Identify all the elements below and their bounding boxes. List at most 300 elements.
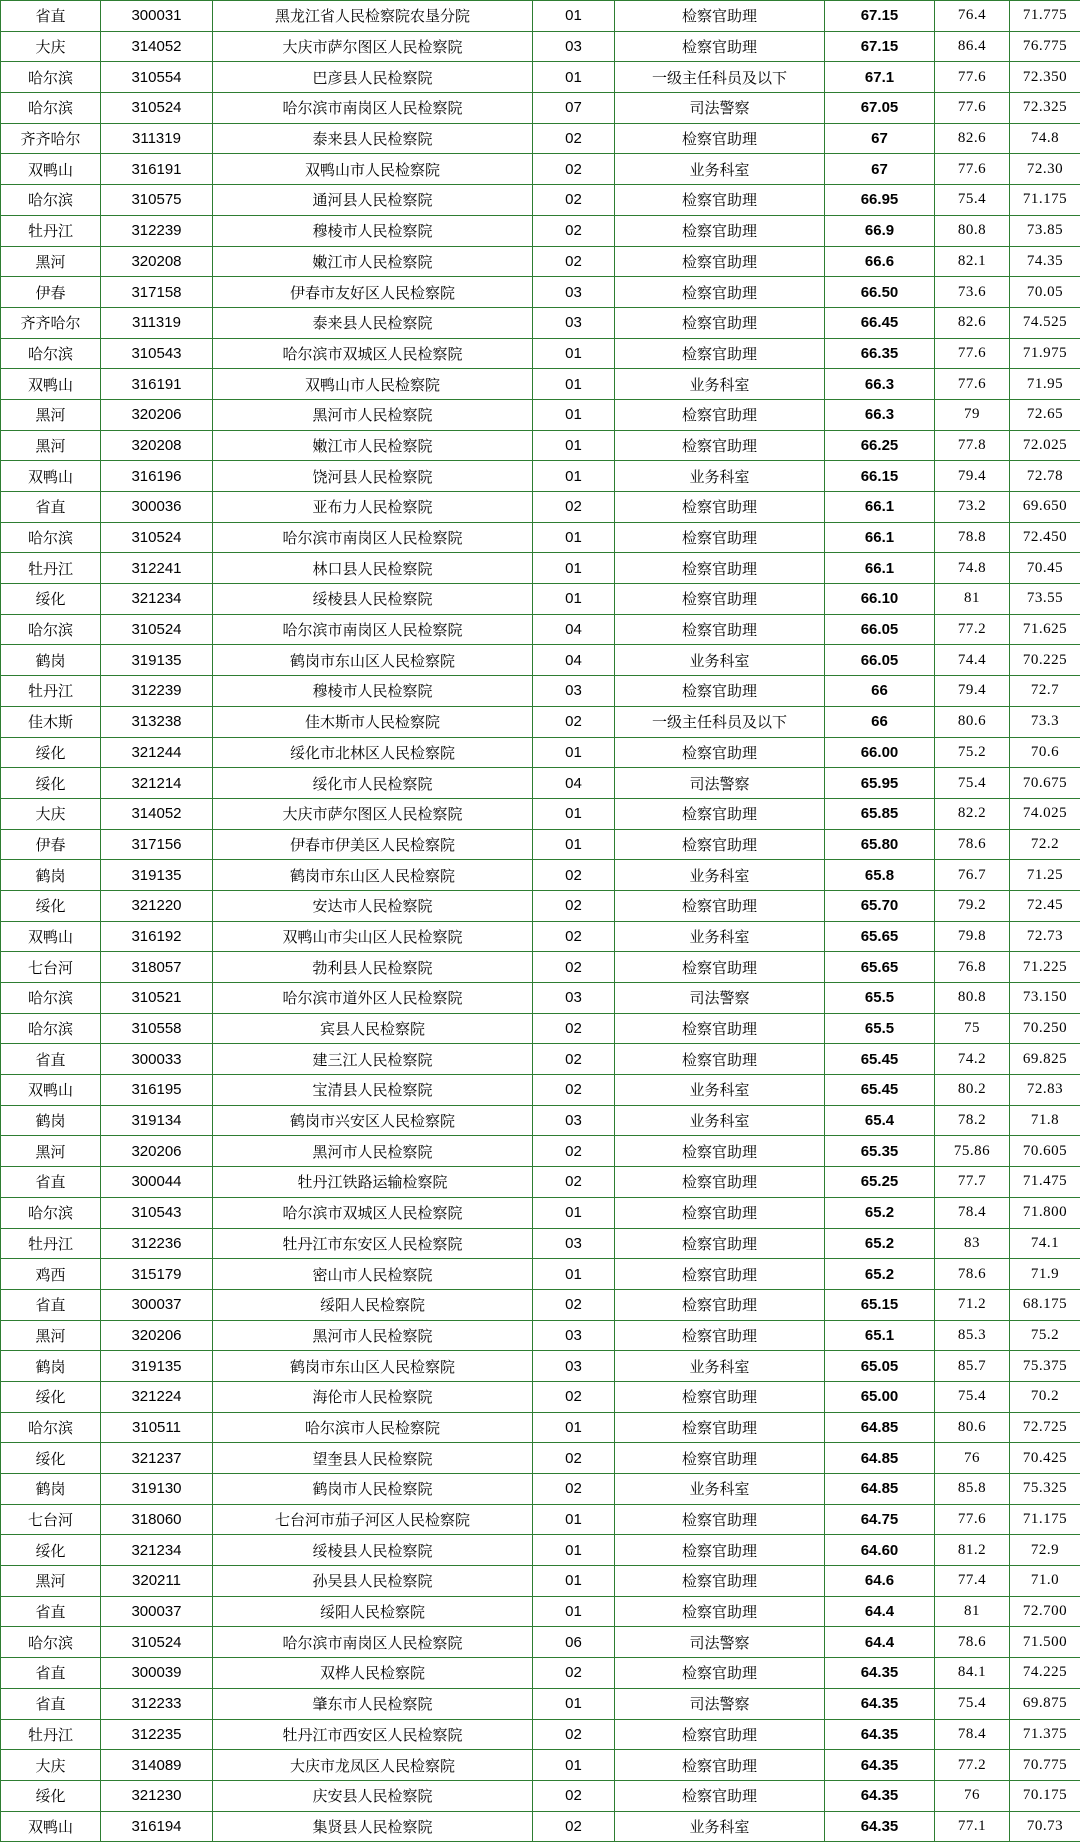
cell-unit: 勃利县人民检察院	[213, 952, 533, 983]
cell-interview-score: 78.6	[935, 1627, 1010, 1658]
cell-post-no: 01	[533, 737, 615, 768]
cell-job-type: 司法警察	[615, 1688, 825, 1719]
cell-region: 双鸭山	[1, 461, 101, 492]
cell-post-no: 04	[533, 614, 615, 645]
cell-position-code: 314052	[101, 31, 213, 62]
cell-written-score: 67.1	[825, 62, 935, 93]
cell-job-type: 检察官助理	[615, 584, 825, 615]
cell-unit: 鹤岗市人民检察院	[213, 1474, 533, 1505]
cell-interview-score: 77.6	[935, 369, 1010, 400]
cell-interview-score: 71.2	[935, 1289, 1010, 1320]
cell-total-score: 75.375	[1010, 1351, 1080, 1382]
cell-post-no: 02	[533, 1381, 615, 1412]
table-row	[1, 93, 1080, 124]
cell-total-score: 71.500	[1010, 1627, 1080, 1658]
cell-region: 牡丹江	[1, 553, 101, 584]
table-row	[1, 185, 1080, 216]
cell-written-score: 64.6	[825, 1566, 935, 1597]
cell-post-no: 02	[533, 123, 615, 154]
cell-region: 大庆	[1, 798, 101, 829]
table-row	[1, 676, 1080, 707]
cell-interview-score: 78.6	[935, 829, 1010, 860]
table-row	[1, 1535, 1080, 1566]
cell-position-code: 312233	[101, 1688, 213, 1719]
cell-unit: 建三江人民检察院	[213, 1044, 533, 1075]
cell-post-no: 01	[533, 1412, 615, 1443]
cell-total-score: 69.875	[1010, 1688, 1080, 1719]
cell-total-score: 70.605	[1010, 1136, 1080, 1167]
table-row	[1, 246, 1080, 277]
cell-position-code: 312241	[101, 553, 213, 584]
cell-interview-score: 79.4	[935, 461, 1010, 492]
cell-region: 绥化	[1, 1381, 101, 1412]
cell-unit: 绥化市北林区人民检察院	[213, 737, 533, 768]
cell-position-code: 300044	[101, 1167, 213, 1198]
cell-total-score: 71.0	[1010, 1566, 1080, 1597]
cell-position-code: 318057	[101, 952, 213, 983]
cell-interview-score: 85.3	[935, 1320, 1010, 1351]
cell-written-score: 65.85	[825, 798, 935, 829]
cell-unit: 哈尔滨市南岗区人民检察院	[213, 522, 533, 553]
table-row	[1, 1075, 1080, 1106]
cell-interview-score: 83	[935, 1228, 1010, 1259]
cell-total-score: 74.35	[1010, 246, 1080, 277]
cell-position-code: 300033	[101, 1044, 213, 1075]
cell-post-no: 02	[533, 1289, 615, 1320]
cell-region: 鹤岗	[1, 860, 101, 891]
cell-interview-score: 75.86	[935, 1136, 1010, 1167]
cell-unit: 泰来县人民检察院	[213, 307, 533, 338]
table-row	[1, 215, 1080, 246]
table-row	[1, 1381, 1080, 1412]
cell-interview-score: 77.6	[935, 338, 1010, 369]
cell-job-type: 司法警察	[615, 93, 825, 124]
cell-written-score: 67.05	[825, 93, 935, 124]
cell-written-score: 66.1	[825, 553, 935, 584]
table-row	[1, 1167, 1080, 1198]
cell-total-score: 74.8	[1010, 123, 1080, 154]
cell-total-score: 70.225	[1010, 645, 1080, 676]
cell-job-type: 业务科室	[615, 461, 825, 492]
table-row	[1, 1750, 1080, 1781]
cell-interview-score: 86.4	[935, 31, 1010, 62]
cell-written-score: 66.00	[825, 737, 935, 768]
cell-unit: 绥化市人民检察院	[213, 768, 533, 799]
cell-post-no: 02	[533, 154, 615, 185]
cell-written-score: 65.70	[825, 890, 935, 921]
cell-total-score: 71.225	[1010, 952, 1080, 983]
cell-region: 牡丹江	[1, 215, 101, 246]
cell-written-score: 66.45	[825, 307, 935, 338]
cell-region: 绥化	[1, 737, 101, 768]
cell-total-score: 76.775	[1010, 31, 1080, 62]
cell-post-no: 01	[533, 522, 615, 553]
cell-unit: 哈尔滨市南岗区人民检察院	[213, 1627, 533, 1658]
cell-written-score: 65.2	[825, 1259, 935, 1290]
cell-post-no: 02	[533, 1443, 615, 1474]
table-row	[1, 737, 1080, 768]
cell-region: 绥化	[1, 1535, 101, 1566]
cell-position-code: 315179	[101, 1259, 213, 1290]
cell-written-score: 65.05	[825, 1351, 935, 1382]
cell-job-type: 检察官助理	[615, 829, 825, 860]
cell-interview-score: 82.6	[935, 123, 1010, 154]
cell-written-score: 66.1	[825, 492, 935, 523]
cell-written-score: 66.95	[825, 185, 935, 216]
cell-total-score: 70.2	[1010, 1381, 1080, 1412]
cell-region: 绥化	[1, 584, 101, 615]
cell-region: 哈尔滨	[1, 983, 101, 1014]
cell-position-code: 316191	[101, 154, 213, 185]
cell-position-code: 316195	[101, 1075, 213, 1106]
cell-region: 省直	[1, 1044, 101, 1075]
cell-job-type: 检察官助理	[615, 1750, 825, 1781]
cell-region: 哈尔滨	[1, 614, 101, 645]
cell-written-score: 65.95	[825, 768, 935, 799]
table-row	[1, 1780, 1080, 1811]
cell-interview-score: 78.2	[935, 1105, 1010, 1136]
cell-post-no: 03	[533, 1320, 615, 1351]
cell-region: 省直	[1, 1596, 101, 1627]
cell-region: 佳木斯	[1, 706, 101, 737]
cell-position-code: 320208	[101, 430, 213, 461]
table-row	[1, 1197, 1080, 1228]
cell-position-code: 321230	[101, 1780, 213, 1811]
cell-post-no: 01	[533, 62, 615, 93]
cell-total-score: 71.800	[1010, 1197, 1080, 1228]
cell-job-type: 检察官助理	[615, 1535, 825, 1566]
cell-position-code: 317156	[101, 829, 213, 860]
cell-total-score: 74.025	[1010, 798, 1080, 829]
cell-position-code: 319135	[101, 860, 213, 891]
cell-post-no: 02	[533, 1658, 615, 1689]
cell-total-score: 69.825	[1010, 1044, 1080, 1075]
cell-total-score: 70.73	[1010, 1811, 1080, 1842]
cell-interview-score: 76.8	[935, 952, 1010, 983]
cell-interview-score: 80.8	[935, 215, 1010, 246]
cell-job-type: 检察官助理	[615, 399, 825, 430]
cell-post-no: 02	[533, 952, 615, 983]
cell-post-no: 01	[533, 798, 615, 829]
cell-interview-score: 75.4	[935, 768, 1010, 799]
cell-position-code: 310543	[101, 338, 213, 369]
cell-unit: 双鸭山市人民检察院	[213, 369, 533, 400]
cell-position-code: 321214	[101, 768, 213, 799]
cell-region: 哈尔滨	[1, 185, 101, 216]
cell-written-score: 64.4	[825, 1627, 935, 1658]
cell-written-score: 66.50	[825, 277, 935, 308]
cell-region: 双鸭山	[1, 1811, 101, 1842]
cell-unit: 双桦人民检察院	[213, 1658, 533, 1689]
cell-position-code: 313238	[101, 706, 213, 737]
cell-unit: 绥棱县人民检察院	[213, 584, 533, 615]
cell-written-score: 65.4	[825, 1105, 935, 1136]
cell-job-type: 检察官助理	[615, 798, 825, 829]
cell-written-score: 64.85	[825, 1412, 935, 1443]
cell-written-score: 64.85	[825, 1443, 935, 1474]
cell-total-score: 71.625	[1010, 614, 1080, 645]
cell-job-type: 检察官助理	[615, 1289, 825, 1320]
cell-interview-score: 84.1	[935, 1658, 1010, 1689]
cell-total-score: 74.1	[1010, 1228, 1080, 1259]
cell-total-score: 72.9	[1010, 1535, 1080, 1566]
cell-unit: 通河县人民检察院	[213, 185, 533, 216]
cell-written-score: 64.35	[825, 1688, 935, 1719]
table-row	[1, 768, 1080, 799]
table-row	[1, 461, 1080, 492]
cell-interview-score: 80.8	[935, 983, 1010, 1014]
cell-position-code: 320208	[101, 246, 213, 277]
cell-region: 齐齐哈尔	[1, 307, 101, 338]
cell-region: 双鸭山	[1, 369, 101, 400]
cell-region: 牡丹江	[1, 1719, 101, 1750]
table-row	[1, 890, 1080, 921]
cell-region: 省直	[1, 492, 101, 523]
cell-written-score: 64.35	[825, 1811, 935, 1842]
cell-position-code: 316196	[101, 461, 213, 492]
table-row	[1, 860, 1080, 891]
cell-position-code: 314089	[101, 1750, 213, 1781]
cell-job-type: 检察官助理	[615, 1596, 825, 1627]
cell-interview-score: 77.6	[935, 93, 1010, 124]
cell-position-code: 321234	[101, 1535, 213, 1566]
cell-interview-score: 79.8	[935, 921, 1010, 952]
cell-unit: 穆棱市人民检察院	[213, 676, 533, 707]
cell-post-no: 03	[533, 307, 615, 338]
cell-unit: 泰来县人民检察院	[213, 123, 533, 154]
cell-unit: 穆棱市人民检察院	[213, 215, 533, 246]
table-row	[1, 1013, 1080, 1044]
cell-post-no: 01	[533, 1, 615, 32]
cell-region: 哈尔滨	[1, 93, 101, 124]
table-row	[1, 1719, 1080, 1750]
cell-position-code: 300039	[101, 1658, 213, 1689]
cell-total-score: 72.83	[1010, 1075, 1080, 1106]
cell-position-code: 312239	[101, 676, 213, 707]
cell-interview-score: 81	[935, 1596, 1010, 1627]
cell-region: 省直	[1, 1289, 101, 1320]
cell-position-code: 310543	[101, 1197, 213, 1228]
cell-written-score: 65.2	[825, 1228, 935, 1259]
cell-post-no: 01	[533, 1688, 615, 1719]
cell-total-score: 70.6	[1010, 737, 1080, 768]
cell-written-score: 67	[825, 123, 935, 154]
cell-written-score: 64.35	[825, 1750, 935, 1781]
cell-job-type: 检察官助理	[615, 246, 825, 277]
cell-total-score: 72.30	[1010, 154, 1080, 185]
cell-position-code: 310524	[101, 1627, 213, 1658]
table-row	[1, 1811, 1080, 1842]
cell-job-type: 检察官助理	[615, 614, 825, 645]
cell-written-score: 64.35	[825, 1719, 935, 1750]
cell-job-type: 检察官助理	[615, 522, 825, 553]
cell-position-code: 318060	[101, 1504, 213, 1535]
cell-interview-score: 85.8	[935, 1474, 1010, 1505]
cell-interview-score: 76.4	[935, 1, 1010, 32]
cell-region: 鸡西	[1, 1259, 101, 1290]
cell-region: 省直	[1, 1658, 101, 1689]
cell-post-no: 02	[533, 890, 615, 921]
cell-post-no: 03	[533, 983, 615, 1014]
cell-post-no: 02	[533, 921, 615, 952]
cell-total-score: 72.7	[1010, 676, 1080, 707]
cell-position-code: 310575	[101, 185, 213, 216]
table-row	[1, 1627, 1080, 1658]
cell-region: 牡丹江	[1, 1228, 101, 1259]
table-row	[1, 1412, 1080, 1443]
cell-region: 哈尔滨	[1, 62, 101, 93]
cell-total-score: 70.775	[1010, 1750, 1080, 1781]
cell-interview-score: 77.6	[935, 62, 1010, 93]
cell-unit: 牡丹江市西安区人民检察院	[213, 1719, 533, 1750]
cell-interview-score: 79	[935, 399, 1010, 430]
cell-position-code: 316191	[101, 369, 213, 400]
cell-region: 双鸭山	[1, 921, 101, 952]
cell-job-type: 业务科室	[615, 1075, 825, 1106]
cell-job-type: 业务科室	[615, 921, 825, 952]
cell-position-code: 321237	[101, 1443, 213, 1474]
cell-total-score: 71.975	[1010, 338, 1080, 369]
cell-job-type: 业务科室	[615, 1474, 825, 1505]
cell-written-score: 67.15	[825, 1, 935, 32]
cell-position-code: 314052	[101, 798, 213, 829]
cell-unit: 伊春市友好区人民检察院	[213, 277, 533, 308]
cell-post-no: 02	[533, 1719, 615, 1750]
cell-region: 黑河	[1, 1566, 101, 1597]
cell-total-score: 71.25	[1010, 860, 1080, 891]
cell-written-score: 64.60	[825, 1535, 935, 1566]
cell-unit: 密山市人民检察院	[213, 1259, 533, 1290]
cell-job-type: 司法警察	[615, 768, 825, 799]
cell-unit: 黑河市人民检察院	[213, 1136, 533, 1167]
cell-written-score: 66.1	[825, 522, 935, 553]
cell-unit: 孙吴县人民检察院	[213, 1566, 533, 1597]
cell-unit: 黑龙江省人民检察院农垦分院	[213, 1, 533, 32]
cell-post-no: 02	[533, 1013, 615, 1044]
cell-position-code: 316192	[101, 921, 213, 952]
table-row	[1, 154, 1080, 185]
cell-written-score: 67	[825, 154, 935, 185]
cell-written-score: 65.65	[825, 952, 935, 983]
table-row	[1, 1289, 1080, 1320]
table-row	[1, 798, 1080, 829]
cell-interview-score: 76	[935, 1780, 1010, 1811]
cell-unit: 安达市人民检察院	[213, 890, 533, 921]
cell-written-score: 65.65	[825, 921, 935, 952]
cell-interview-score: 73.2	[935, 492, 1010, 523]
cell-post-no: 02	[533, 1780, 615, 1811]
cell-total-score: 71.95	[1010, 369, 1080, 400]
cell-interview-score: 77.8	[935, 430, 1010, 461]
cell-job-type: 一级主任科员及以下	[615, 706, 825, 737]
cell-total-score: 72.450	[1010, 522, 1080, 553]
cell-position-code: 321234	[101, 584, 213, 615]
table-row	[1, 338, 1080, 369]
cell-unit: 嫩江市人民检察院	[213, 246, 533, 277]
cell-region: 双鸭山	[1, 1075, 101, 1106]
cell-written-score: 65.25	[825, 1167, 935, 1198]
cell-interview-score: 74.2	[935, 1044, 1010, 1075]
table-row	[1, 1320, 1080, 1351]
cell-unit: 庆安县人民检察院	[213, 1780, 533, 1811]
cell-interview-score: 82.6	[935, 307, 1010, 338]
cell-region: 大庆	[1, 31, 101, 62]
cell-job-type: 检察官助理	[615, 1136, 825, 1167]
cell-unit: 亚布力人民检察院	[213, 492, 533, 523]
cell-unit: 伊春市伊美区人民检察院	[213, 829, 533, 860]
cell-unit: 哈尔滨市道外区人民检察院	[213, 983, 533, 1014]
cell-post-no: 02	[533, 1167, 615, 1198]
cell-region: 哈尔滨	[1, 1627, 101, 1658]
cell-interview-score: 81.2	[935, 1535, 1010, 1566]
cell-unit: 双鸭山市人民检察院	[213, 154, 533, 185]
cell-post-no: 02	[533, 706, 615, 737]
cell-post-no: 01	[533, 584, 615, 615]
cell-position-code: 300036	[101, 492, 213, 523]
cell-unit: 哈尔滨市南岗区人民检察院	[213, 93, 533, 124]
cell-written-score: 66.05	[825, 645, 935, 676]
cell-job-type: 检察官助理	[615, 1044, 825, 1075]
table-row	[1, 553, 1080, 584]
cell-post-no: 02	[533, 215, 615, 246]
cell-interview-score: 75.4	[935, 1381, 1010, 1412]
cell-post-no: 01	[533, 1596, 615, 1627]
cell-position-code: 310521	[101, 983, 213, 1014]
cell-interview-score: 82.2	[935, 798, 1010, 829]
cell-interview-score: 80.6	[935, 706, 1010, 737]
cell-total-score: 71.775	[1010, 1, 1080, 32]
cell-unit: 哈尔滨市双城区人民检察院	[213, 1197, 533, 1228]
cell-job-type: 检察官助理	[615, 1412, 825, 1443]
cell-job-type: 检察官助理	[615, 1259, 825, 1290]
cell-post-no: 03	[533, 676, 615, 707]
cell-written-score: 66	[825, 706, 935, 737]
cell-region: 哈尔滨	[1, 1412, 101, 1443]
cell-post-no: 02	[533, 1075, 615, 1106]
cell-position-code: 310524	[101, 93, 213, 124]
table-row	[1, 1351, 1080, 1382]
cell-total-score: 71.175	[1010, 185, 1080, 216]
cell-position-code: 319135	[101, 645, 213, 676]
cell-total-score: 70.425	[1010, 1443, 1080, 1474]
cell-region: 黑河	[1, 399, 101, 430]
cell-total-score: 71.9	[1010, 1259, 1080, 1290]
cell-total-score: 72.78	[1010, 461, 1080, 492]
cell-total-score: 71.175	[1010, 1504, 1080, 1535]
cell-unit: 望奎县人民检察院	[213, 1443, 533, 1474]
cell-written-score: 64.85	[825, 1474, 935, 1505]
cell-job-type: 检察官助理	[615, 890, 825, 921]
cell-region: 鹤岗	[1, 645, 101, 676]
cell-position-code: 316194	[101, 1811, 213, 1842]
cell-unit: 海伦市人民检察院	[213, 1381, 533, 1412]
cell-post-no: 02	[533, 1044, 615, 1075]
cell-region: 鹤岗	[1, 1351, 101, 1382]
cell-unit: 集贤县人民检察院	[213, 1811, 533, 1842]
cell-job-type: 业务科室	[615, 1105, 825, 1136]
cell-post-no: 01	[533, 1535, 615, 1566]
cell-written-score: 65.1	[825, 1320, 935, 1351]
table-row	[1, 31, 1080, 62]
cell-job-type: 检察官助理	[615, 1719, 825, 1750]
cell-job-type: 检察官助理	[615, 1443, 825, 1474]
cell-post-no: 02	[533, 1136, 615, 1167]
cell-region: 绥化	[1, 1443, 101, 1474]
table-row	[1, 952, 1080, 983]
cell-post-no: 02	[533, 246, 615, 277]
cell-position-code: 310558	[101, 1013, 213, 1044]
cell-job-type: 检察官助理	[615, 31, 825, 62]
